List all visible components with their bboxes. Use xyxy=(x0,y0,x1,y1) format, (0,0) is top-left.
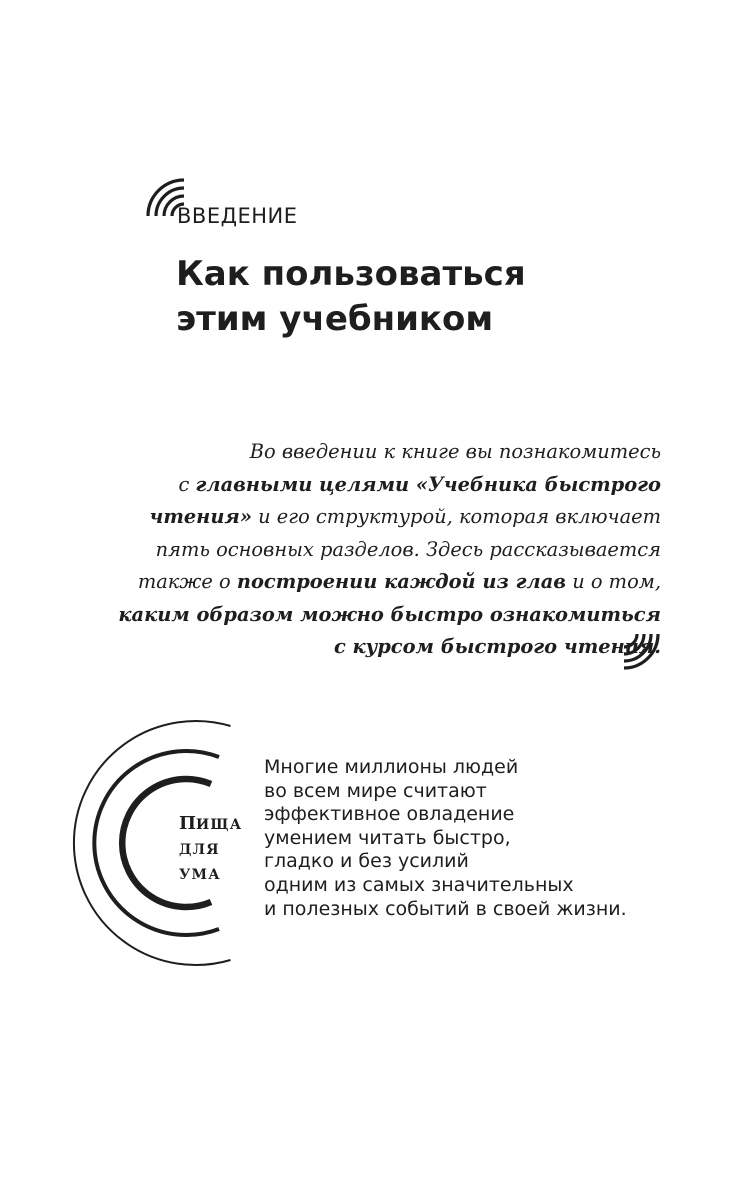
sidebar-box-label xyxy=(179,812,242,887)
sidebar-label-rest: ИЩА xyxy=(196,817,243,833)
quote-line: и полезных событий в своей жизни. xyxy=(264,897,627,920)
intro-emphasis: чтения» xyxy=(149,505,252,528)
sidebar-label-line-2: ДЛЯ xyxy=(179,842,220,858)
intro-emphasis: с курсом быстрого чтения. xyxy=(333,635,661,658)
intro-paragraph xyxy=(110,436,661,664)
quote-line: Многие миллионы людей xyxy=(264,756,519,778)
intro-emphasis: построении каждой из глав xyxy=(236,570,567,593)
intro-text: пять основных разделов. Здесь рассказывается xyxy=(155,537,661,561)
arcs-close-icon xyxy=(618,628,668,678)
quote-line: во всем мире считают xyxy=(264,779,487,802)
intro-emphasis: главными целями «Учебника быстрого xyxy=(195,472,661,496)
quote-line: гладко и без усилий xyxy=(264,850,469,873)
section-label: ВВЕДЕНИЕ xyxy=(177,204,298,228)
intro-text: Во введении к книге вы познакомитесь xyxy=(249,440,661,463)
intro-line xyxy=(110,631,661,664)
intro-emphasis: каким образом можно быстро ознакомиться xyxy=(118,602,661,626)
intro-line xyxy=(110,469,661,502)
chapter-title-line-2: этим учебником xyxy=(176,299,494,339)
intro-line xyxy=(110,566,661,599)
intro-line xyxy=(110,501,661,534)
intro-text: с xyxy=(178,472,196,496)
chapter-title-line-1: Как пользоваться xyxy=(176,254,526,294)
quote-line: умением читать быстро, xyxy=(264,826,511,849)
intro-text: и его структурой, которая включает xyxy=(251,505,661,528)
intro-line xyxy=(110,436,661,469)
quote-line: эффективное овладение xyxy=(264,803,515,826)
quote-line: одним из самых значительных xyxy=(264,873,574,896)
sidebar-label-cap: П xyxy=(179,813,196,834)
intro-text: и о том, xyxy=(566,570,661,593)
intro-line xyxy=(110,534,661,567)
sidebar-quote xyxy=(264,756,704,921)
intro-text: также о xyxy=(137,570,237,593)
intro-line xyxy=(110,599,661,632)
chapter-title xyxy=(176,252,696,342)
sidebar-label-line-3: УМА xyxy=(179,867,221,883)
